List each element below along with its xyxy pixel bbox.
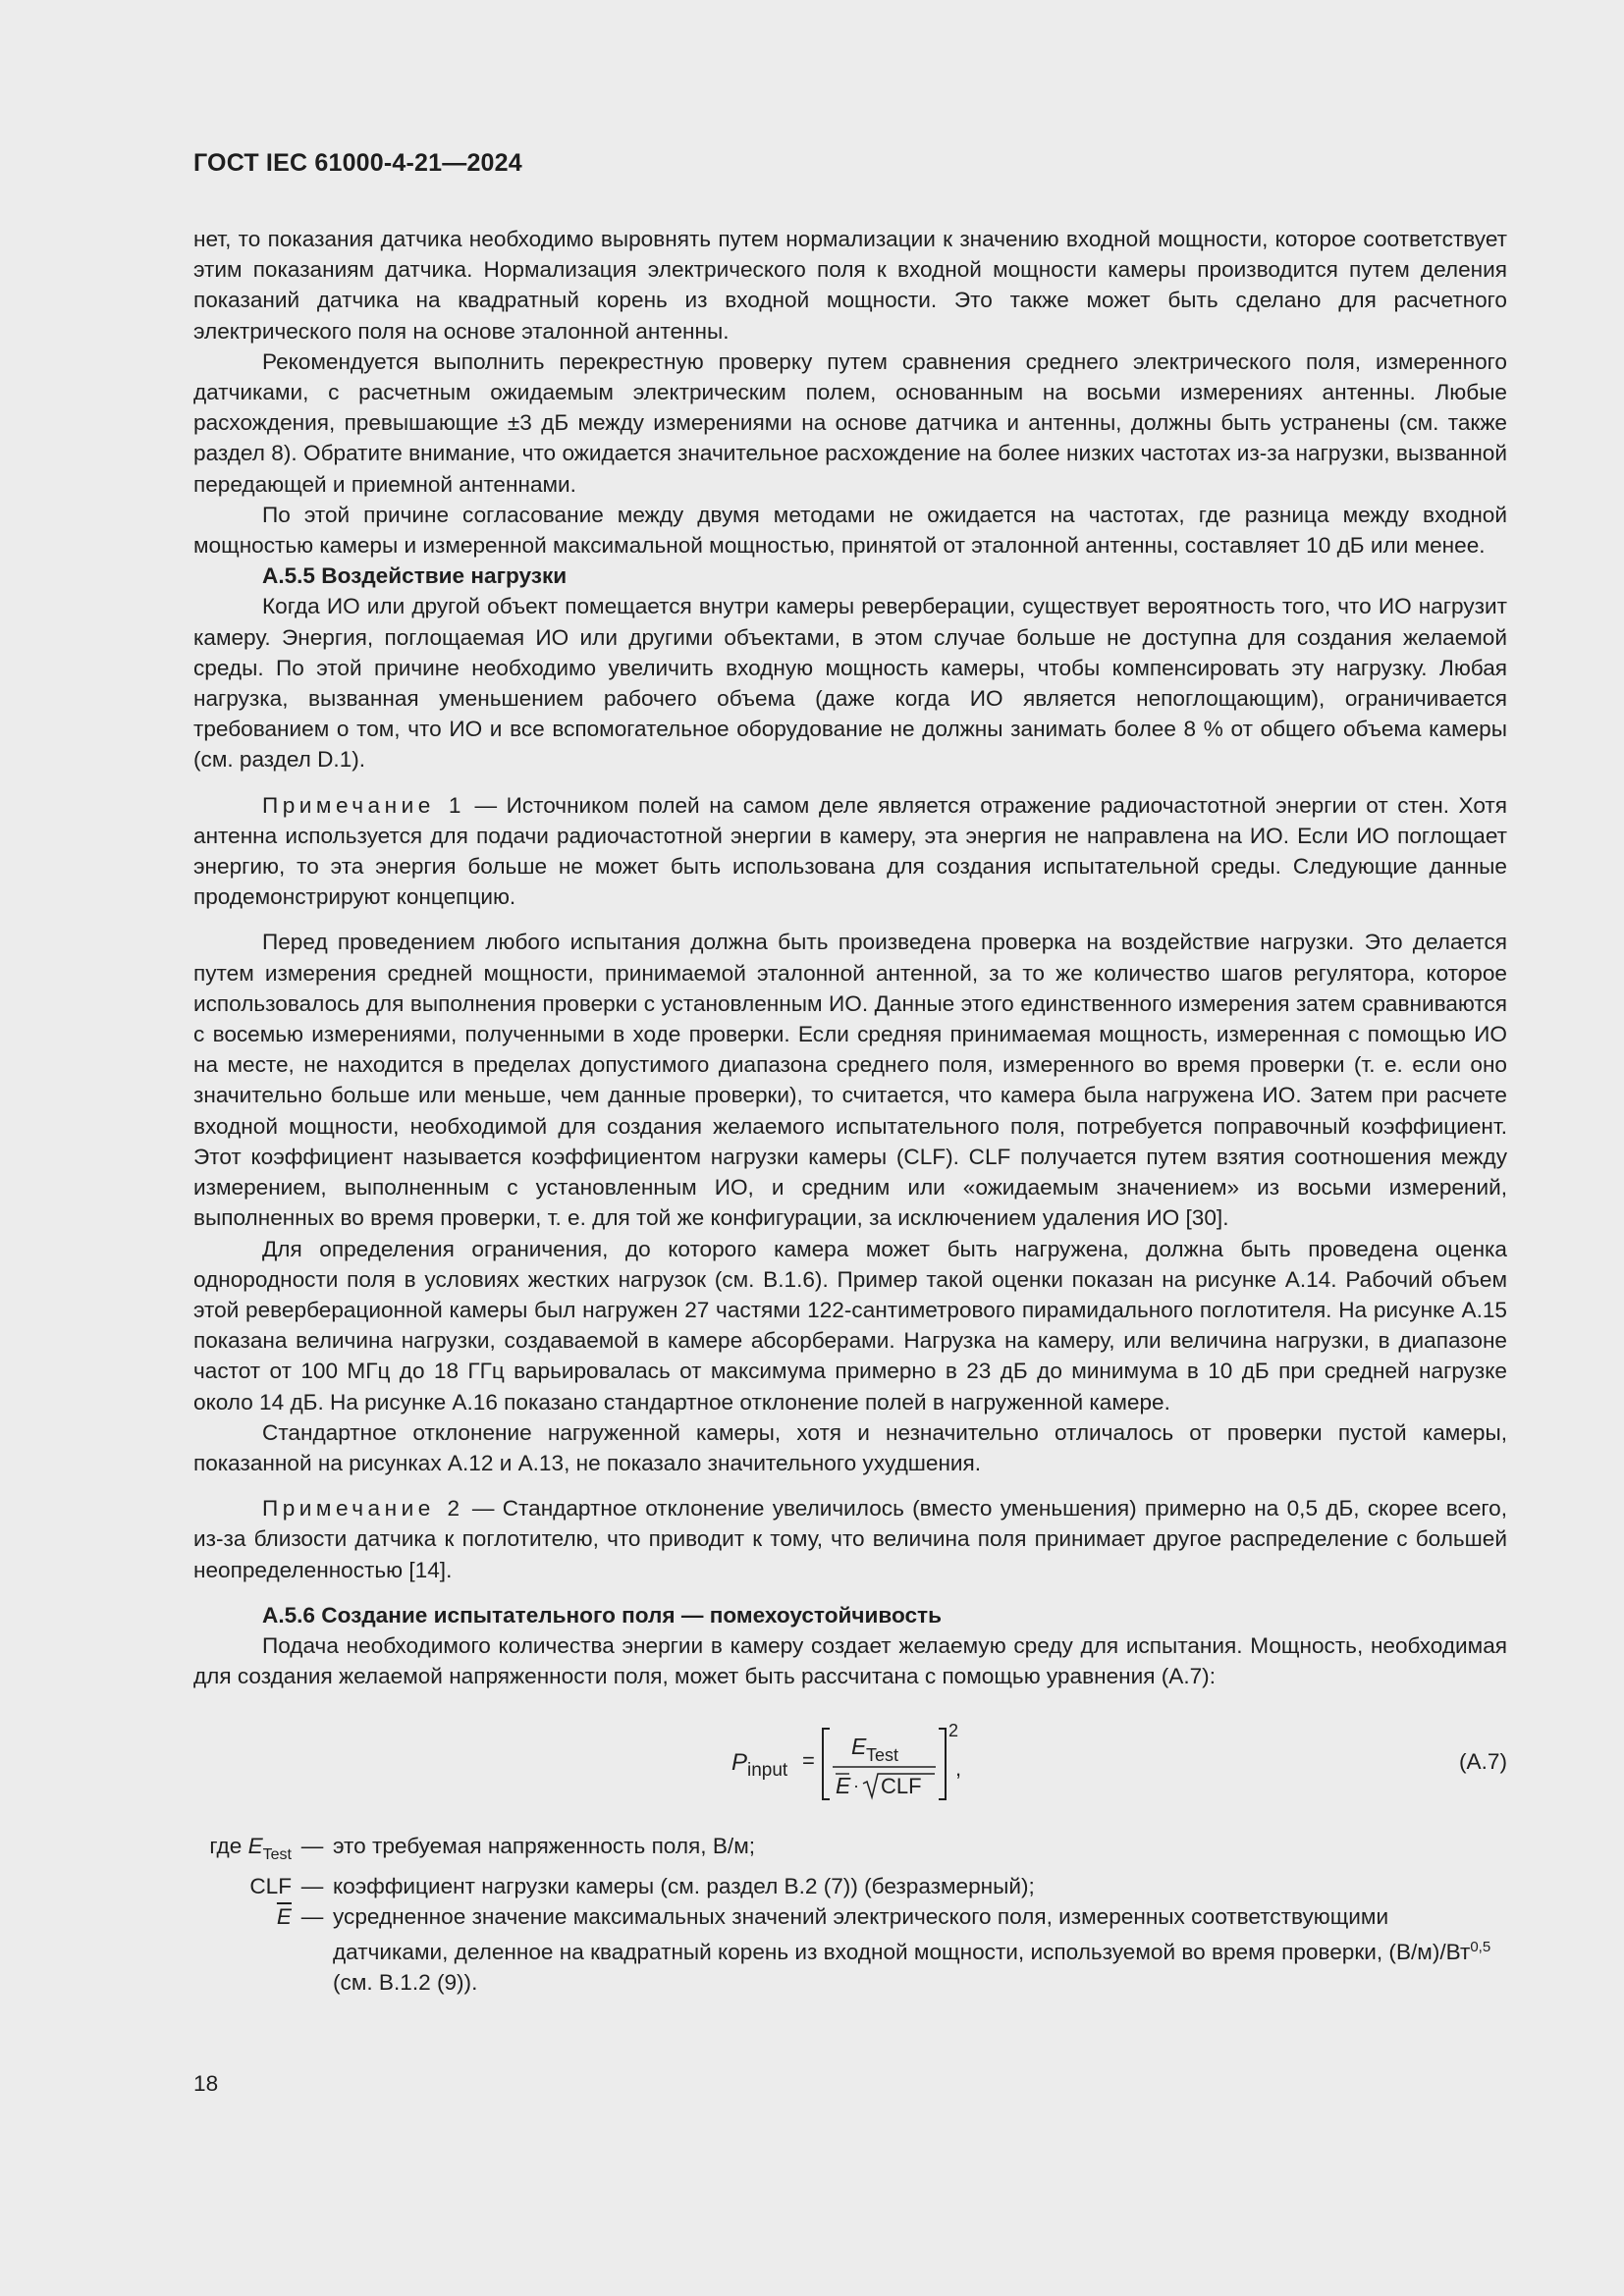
dot: · <box>853 1776 859 1796</box>
definition-dash: — <box>300 1873 324 1898</box>
equation-a7 <box>193 1701 1507 1809</box>
note-label: Примечание 2 <box>262 1496 464 1522</box>
paragraph: Для определения ограничения, до которого камера может быть нагружена, должна быть проведена оценка однородности поля в условиях жестких нагрузок (см. В.1.6). Пример такой оценки показан на рисунке А.14. Рабочий объем этой реверберационной камеры был нагружен 27 частями 122-сантиметрового пирамидального поглотителя. На рисунке А.15 показана величина нагрузки, создаваемой в камере абсорберами. Нагрузка на камеру, или величина нагрузки, в диапазоне частот от 100 МГц до 18 ГГц варьировалась от максимума примерно в 23 дБ до минимума в 10 дБ при средней нагрузке около 14 дБ. На рисунке А.16 показано стандартное отклонение полей в нагруженной камере. <box>193 1236 1507 1415</box>
section-heading-a55: А.5.5 Воздействие нагрузки <box>262 563 568 589</box>
exponent: 2 <box>948 1721 959 1741</box>
numerator-sub: Test <box>866 1745 899 1766</box>
document-header: ГОСТ IEC 61000-4-21—2024 <box>193 149 522 177</box>
note-text: — Источником полей на самом деле является отражение радиочастотной энергии от стен. Хотя антенна используется для подачи радиочастотной энергии в камеру, эта энергия не направлена на ИО. Если ИО поглощает энергию, то эта энергия больше не может быть использована для создания испытательной среды. Следующие данные продемонстрируют концепцию. <box>193 792 1507 910</box>
body-text <box>193 224 1507 1998</box>
paragraph: Когда ИО или другой объект помещается внутри камеры реверберации, существует вероятность того, что ИО нагрузит камеру. Энергия, поглощаемая ИО или другими объектами, в этом случае больше не доступна для создания желаемой среды. По этой причине необходимо увеличить входную мощность камеры, чтобы компенсировать эту нагрузку. Любая нагрузка, вызванная уменьшением рабочего объема (даже когда ИО является непоглощающим), ограничивается требованием о том, что ИО и все вспомогательное оборудование не должны занимать более 8 % от общего объема камеры (см. раздел D.1). <box>193 594 1507 773</box>
paragraph: нет, то показания датчика необходимо выровнять путем нормализации к значению входной мощности, которое соответствует этим показаниям датчика. Нормализация электрического поля к входной мощности камеры производится путем деления показаний датчика на квадратный корень из входной мощности. Это также может быть сделано для расчетного электрического поля на основе эталонной антенны. <box>193 227 1507 344</box>
denominator-e: E <box>836 1773 851 1799</box>
equation-number: (А.7) <box>1459 1749 1507 1775</box>
equation-formula <box>731 1719 987 1807</box>
definition-symbol: CLF <box>249 1873 292 1898</box>
equals-sign: = <box>802 1748 815 1774</box>
paragraph: Подача необходимого количества энергии в камеру создает желаемую среду для испытания. Мощность, необходимая для создания желаемой напряженности поля, может быть рассчитана с помощью уравнения (А.7): <box>193 1632 1507 1689</box>
definition-text: усредненное значение максимальных значений электрического поля, измеренных соответствующими датчиками, деленное на квадратный корень из входной мощности, используемой во время проверки, (В/м)/Вт$^{0,5}$ (см. В.1.2 (9)). <box>333 1903 1491 1996</box>
left-bracket <box>823 1729 830 1799</box>
paragraph: Стандартное отклонение нагруженной камеры, хотя и незначительно отличалось от проверки пустой камеры, показанной на рисунках А.12 и А.13, не показало значительного ухудшения. <box>193 1419 1507 1475</box>
trailing-comma: , <box>955 1756 962 1782</box>
definition-symbol: $\overline{E}$ <box>276 1903 292 1929</box>
note-1 <box>193 790 1507 913</box>
equation-lhs-sub: input <box>747 1760 788 1782</box>
note-text: — Стандартное отклонение увеличилось (вместо уменьшения) примерно на 0,5 дБ, скорее всего, из-за близости датчика к поглотителю, что приводит к тому, что величина поля принимает другое распределение с большей неопределенностью [14]. <box>193 1496 1507 1582</box>
note-2 <box>193 1493 1507 1585</box>
section-heading-a56: А.5.6 Создание испытательного поля — помехоустойчивость <box>262 1602 943 1628</box>
definition-text: коэффициент нагрузки камеры (см. раздел В.2 (7)) (безразмерный); <box>333 1873 1035 1898</box>
definition-dash: — <box>300 1903 324 1929</box>
paragraph: Рекомендуется выполнить перекрестную проверку путем сравнения среднего электрического поля, измеренного датчиками, с расчетным ожидаемым электрическим полем, основанным на восьми измерениях антенны. Любые расхождения, превышающие ±3 дБ между измерениями на основе датчика и антенны, должны быть устранены (см. также раздел 8). Обратите внимание, что ожидается значительное расхождение на более низких частотах из-за нагрузки, вызванной передающей и приемной антеннами. <box>193 348 1507 497</box>
definitions-list <box>193 1831 1507 1998</box>
right-bracket <box>939 1729 946 1799</box>
page-number: 18 <box>193 2071 219 2096</box>
definition-text: это требуемая напряженность поля, В/м; <box>333 1834 756 1859</box>
denominator-clf: CLF <box>881 1774 922 1799</box>
definition-dash: — <box>300 1834 324 1859</box>
paragraph: Перед проведением любого испытания должна быть произведена проверка на воздействие нагрузки. Это делается путем измерения средней мощности, принимаемой эталонной антенной, за то же количество шагов регулятора, которое использовалось для выполнения проверки с установленным ИО. Данные этого единственного измерения затем сравниваются с восемью измерениями, полученными в ходе проверки. Если средняя принимаемая мощность, измеренная с помощью ИО на месте, не находится в пределах допустимого диапазона среднего поля, измеренного во время проверки (т. е. если оно значительно больше или меньше, чем данные проверки), то считается, что камера была нагружена ИО. Затем при расчете входной мощности, необходимой для создания желаемого испытательного поля, потребуется поправочный коэффициент. Этот коэффициент называется коэффициентом нагрузки камеры (CLF). CLF получается путем взятия соотношения между измерением, выполненным с установленным ИО, и средним или «ожидаемым значением» из восьми измерений, выполненных во время проверки, т. е. для той же конфигурации, за исключением удаления ИО [30]. <box>193 930 1507 1231</box>
definition-row <box>193 1901 1507 1999</box>
definition-row <box>193 1871 1507 1901</box>
numerator-e: E <box>851 1734 867 1760</box>
note-label: Примечание 1 <box>262 792 465 818</box>
paragraph: По этой причине согласование между двумя методами не ожидается на частотах, где разница между входной мощностью камеры и измеренной максимальной мощностью, принятой от эталонной антенны, составляет 10 дБ или менее. <box>193 502 1507 559</box>
definition-row <box>193 1831 1507 1870</box>
equation-lhs: P <box>731 1749 748 1777</box>
definition-symbol: где $E_{Test}$ <box>209 1834 292 1864</box>
